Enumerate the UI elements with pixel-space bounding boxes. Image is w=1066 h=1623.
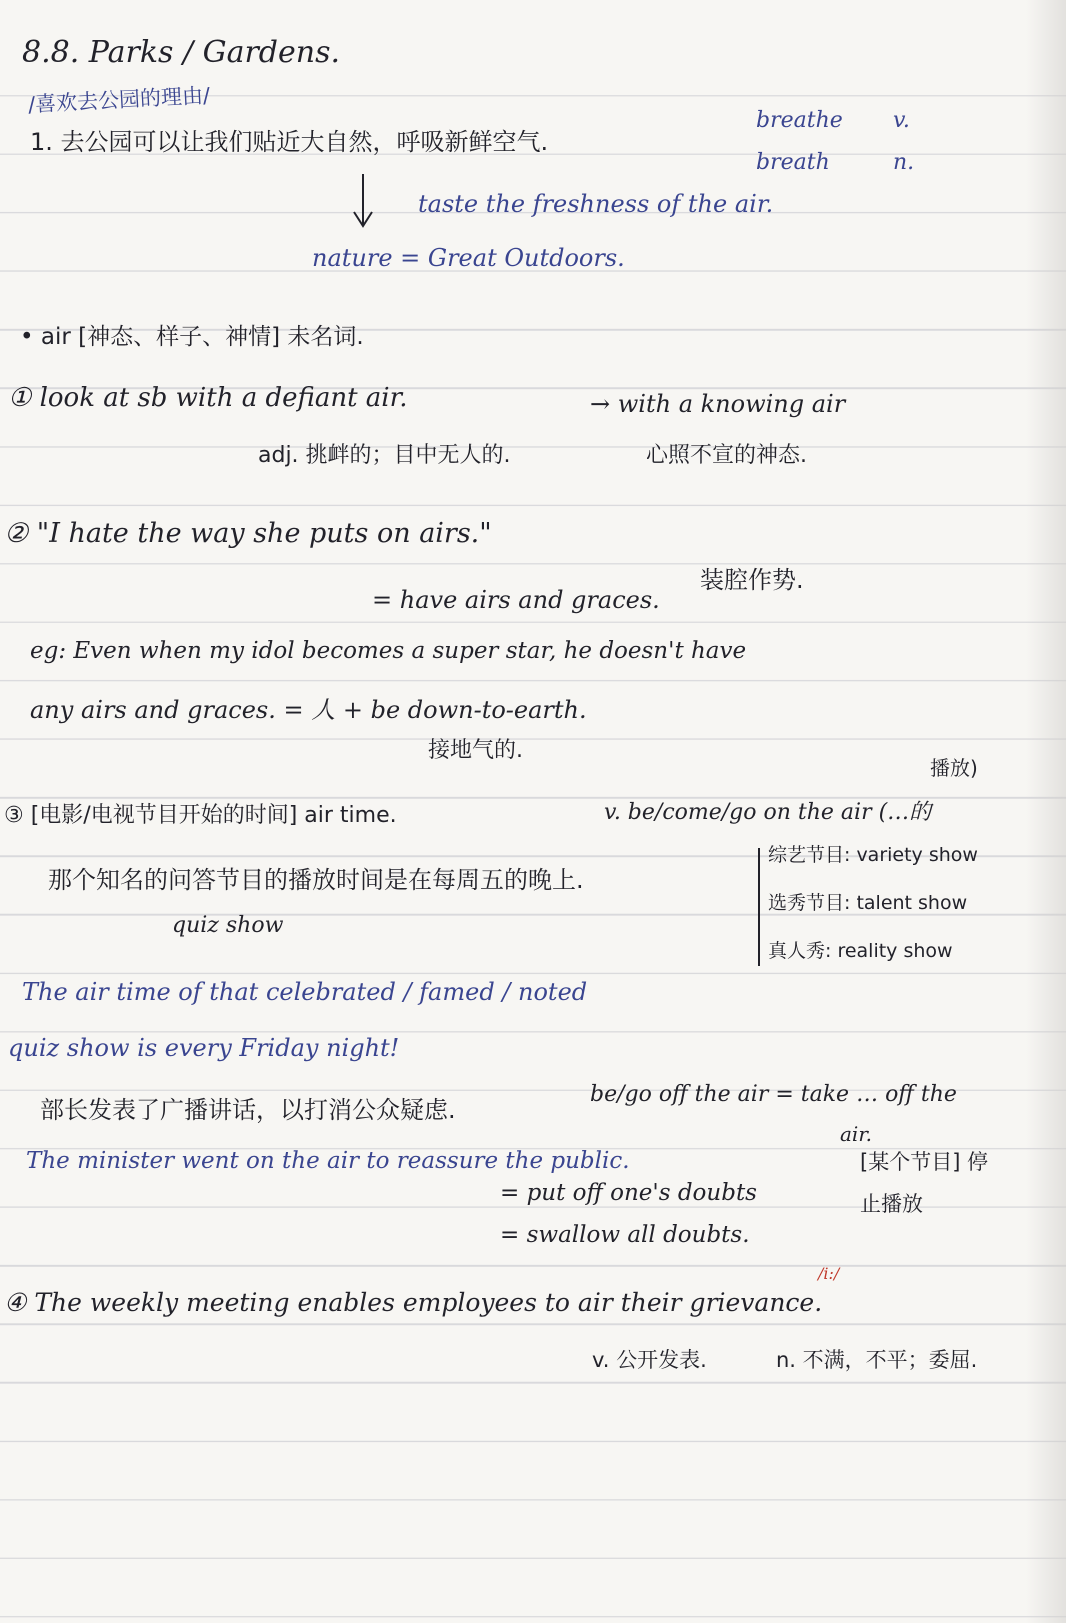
nature-phrase: nature = Great Outdoors.: [312, 244, 625, 272]
phonetic-note: /i:/: [818, 1264, 840, 1283]
vocab-breathe: breathe: [756, 108, 843, 133]
example-2-zh: 装腔作势.: [700, 566, 804, 594]
pos-noun: n.: [893, 150, 915, 175]
example-1: ① look at sb with a defiant air.: [8, 383, 408, 413]
example-4-eq-1: = put off one's doubts: [500, 1180, 757, 1206]
down-arrow-icon: [350, 172, 380, 230]
example-3-quiz: quiz show: [172, 913, 284, 938]
example-4-zh: 部长发表了广播讲话，以打消公众疑虑.: [40, 1096, 456, 1124]
example-3-en-2: quiz show is every Friday night!: [8, 1034, 400, 1062]
example-5: ④ The weekly meeting enables employees to air their grievance.: [4, 1288, 823, 1317]
example-3-zh: 那个知名的问答节目的播放时间是在每周五的晚上.: [48, 866, 584, 894]
example-4-en: The minister went on the air to reassure the public.: [26, 1148, 630, 1174]
example-3-heading: ③ [电影/电视节目开始的时间] air time.: [4, 803, 397, 828]
vocab-breath: breath: [756, 150, 830, 175]
example-2-eg: eg: Even when my idol becomes a super star, he doesn't have: [30, 638, 747, 664]
taste-phrase: taste the freshness of the air.: [418, 190, 774, 218]
section-heading: /喜欢去公园的理由/: [27, 83, 211, 117]
example-1-gloss-2: 心照不宣的神态.: [646, 443, 807, 468]
example-2: ② "I hate the way she puts on airs.": [4, 518, 492, 549]
example-2-zh-2: 接地气的.: [428, 738, 523, 763]
example-3-verb-zh: 播放): [930, 756, 978, 780]
example-4-offair-2: air.: [840, 1122, 873, 1146]
example-4-offair: be/go off the air = take … off the: [590, 1082, 957, 1107]
list-divider: [758, 848, 760, 966]
example-1-gloss: adj. 挑衅的；目中无人的.: [258, 443, 511, 468]
example-4-offair-zh: [某个节目] 停: [860, 1150, 989, 1174]
example-4-eq-2: = swallow all doubts.: [500, 1222, 750, 1248]
example-3-en: The air time of that celebrated / famed / noted: [22, 978, 588, 1006]
example-4-offair-zh-2: 止播放: [860, 1192, 923, 1216]
example-5-verb: v. 公开发表.: [592, 1348, 707, 1372]
list-item: 选秀节目: talent show: [768, 892, 968, 914]
example-5-noun: n. 不满，不平；委屈.: [776, 1348, 978, 1372]
example-1-variant: → with a knowing air: [590, 390, 846, 418]
example-3-verb: v. be/come/go on the air (…的: [604, 800, 932, 825]
example-2-eg-2: any airs and graces. = 人 + be down-to-earth.: [30, 696, 587, 724]
page-title: 8.8. Parks / Gardens.: [22, 35, 341, 70]
list-item: 真人秀: reality show: [768, 940, 953, 962]
list-item: 综艺节目: variety show: [768, 844, 978, 866]
pos-verb: v.: [893, 108, 910, 133]
example-2-equal: = have airs and graces.: [372, 586, 660, 614]
reason-sentence: 1. 去公园可以让我们贴近大自然，呼吸新鲜空气.: [30, 128, 549, 156]
air-noun-heading: • air [神态、样子、神情] 未名词.: [20, 324, 364, 350]
